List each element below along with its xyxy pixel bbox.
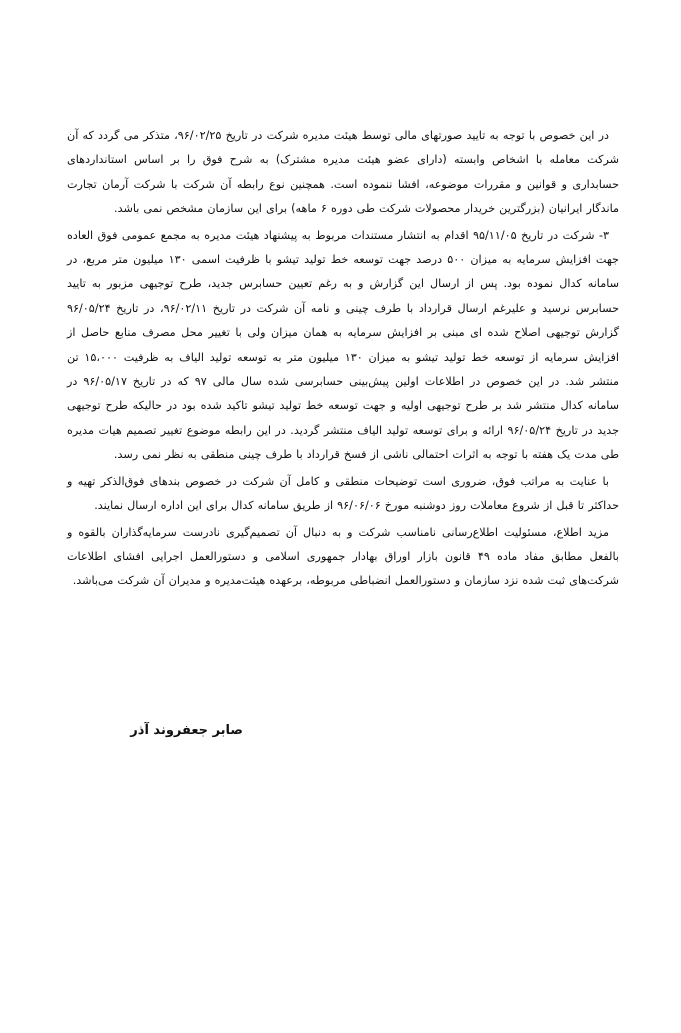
paragraph-request-explanation: با عنایت به مراتب فوق، ضروری است توضیحات منطقی و کامل آن شرکت در خصوص بندهای فوق‌الذکر تهیه و حداکثر تا قبل از شروع معاملات روز دوشنبه مورخ ۹۶/۰۶/۰۶ از طریق سامانه کدال برای این اداره ارسال نمایند.: [67, 474, 619, 513]
letter-body: [67, 124, 619, 596]
paragraph-capital-increase: ۳- شرکت در تاریخ ۹۵/۱۱/۰۵ اقدام به انتشار مستندات مربوط به پیشنهاد هیئت مدیره به مجمع عمومی فوق العاده جهت افزایش سرمایه به میزان ۵۰۰ درصد جهت توسعه خط تولید تیشو با ظرفیت اسمی ۱۳۰ میلیون متر مربع، در سامانه کدال نموده بود. پس از ارسال این گزارش و به رغم تعیین حسابرس جدید، طرح توجیهی مزبور به تایید حسابرس نرسید و علیرغم ارسال قرارداد با طرف چینی و نامه آن شرکت در تاریخ ۹۶/۰۲/۱۱، در تاریخ ۹۶/۰۵/۲۴ گزارش توجیهی اصلاح شده ای مبنی بر افزایش سرمایه به همان میزان ولی با تغییر محل مصرف منابع حاصل از افزایش سرمایه از توسعه خط تولید تیشو به میزان ۱۳۰ میلیون متر به توسعه تولید الیاف به ظرفیت ۱۵،۰۰۰ تن منتشر شد. در این خصوص در اطلاعات اولین پیش‌بینی حسابرسی شده سال مالی ۹۷ که در تاریخ ۹۶/۰۵/۱۷ در سامانه کدال منتشر شد بر طرح توجیهی اولیه و جهت توسعه خط تولید تیشو تاکید شده بود در حالیکه طرح توجیهی جدید در تاریخ ۹۶/۰۵/۲۴ ارائه و برای توسعه تولید الیاف منتشر گردید. در این رابطه موضوع تغییر تصمیم هیات مدیره طی مدت یک هفته با توجه به اثرات احتمالی ناشی از فسخ قرارداد با طرف چینی منطقی به نظر نمی رسد.: [67, 228, 619, 462]
paragraph-disclosure-related-parties: در این خصوص با توجه به تایید صورتهای مالی توسط هیئت مدیره شرکت در تاریخ ۹۶/۰۲/۲۵، متذکر می گردد که آن شرکت معامله با اشخاص وابسته (دارای عضو هیئت مدیره مشترک) به شرح فوق را بر اساس استانداردهای حسابداری و قوانین و مقررات موضوعه، افشا ننموده است. همچنین نوع رابطه آن شرکت با شرکت آرمان تجارت ماندگار ایرانیان (بزرگترین خریدار محصولات شرکت طی دوره ۶ ماهه) برای این سازمان مشخص نمی باشد.: [67, 129, 619, 216]
paragraph-responsibility-notice: مزید اطلاع، مسئولیت اطلاع‌رسانی نامناسب شرکت و به دنبال آن تصمیم‌گیری نادرست سرمایه‌گذاران بالقوه و بالفعل مطابق مفاد ماده ۴۹ قانون بازار اوراق بهادار جمهوری اسلامی و دستورالعمل اجرایی افشای اطلاعات شرکت‌های ثبت شده نزد سازمان و دستورالعمل انضباطی مربوطه، برعهده هیئت‌مدیره و مدیران آن شرکت می‌باشد.: [67, 525, 619, 588]
signature-name: صابر جعفروند آذر: [130, 723, 243, 738]
